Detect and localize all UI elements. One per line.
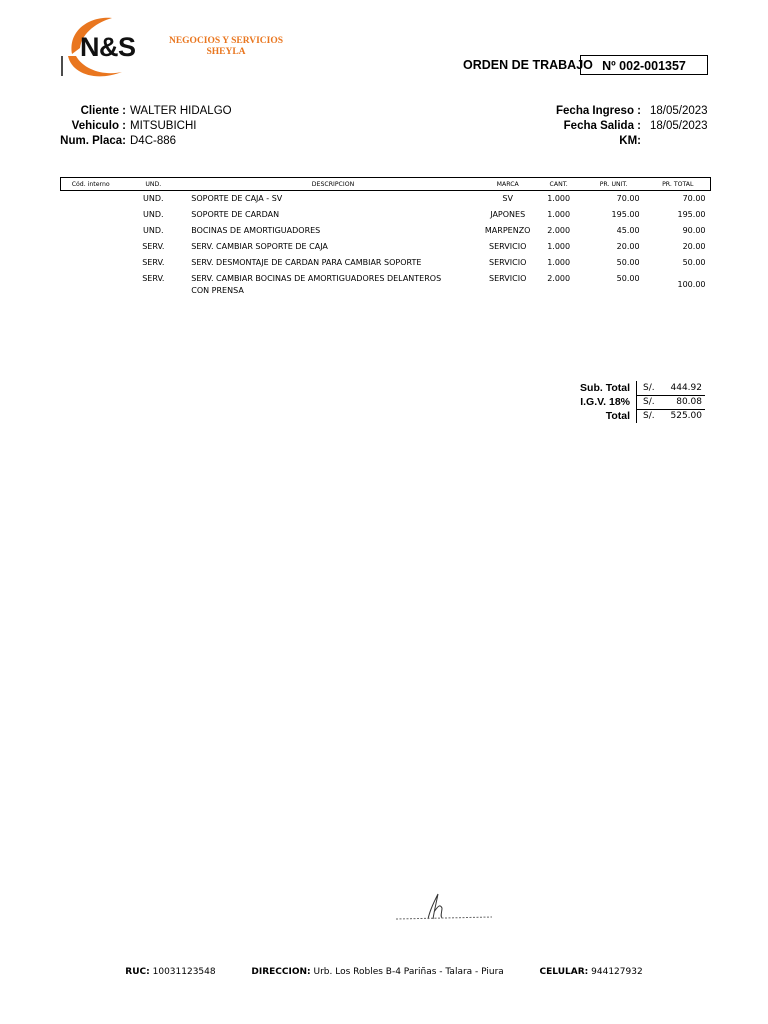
cell-cod [61, 191, 121, 208]
vehiculo-value: MITSUBICHI [130, 120, 197, 132]
signature-icon [376, 884, 494, 924]
cell-descripcion: SOPORTE DE CAJA - SV [191, 194, 283, 203]
company-logo [60, 12, 290, 80]
cell-marca: SERVICIO [489, 242, 527, 251]
table-row [61, 191, 711, 208]
order-number: Nº 002-001357 [580, 55, 708, 75]
cell-descripcion-line1: SERV. CAMBIAR BOCINAS DE AMORTIGUADORES DELANTEROS [191, 274, 442, 283]
totals-block [576, 381, 705, 423]
col-header-pr-total: PR. TOTAL [646, 178, 711, 191]
currency-symbol: S/. [643, 382, 655, 393]
celular-value: 944127932 [591, 967, 643, 977]
cell-und: SERV. [142, 274, 165, 283]
currency-symbol: S/. [643, 411, 655, 421]
cell-descripcion: SERV. DESMONTAJE DE CARDAN PARA CAMBIAR SOPORTE [191, 258, 422, 267]
cell-cant: 1.000 [547, 194, 571, 203]
celular-label: CELULAR: [539, 967, 589, 977]
cell-marca: JAPONES [490, 210, 526, 219]
col-header-cod: Cód. interno [61, 178, 121, 191]
cell-pr-unit: 50.00 [616, 274, 640, 283]
placa-label: Num. Placa: [60, 135, 126, 147]
signature [376, 884, 494, 924]
fecha-ingreso-value: 18/05/2023 [650, 105, 708, 117]
col-header-descripcion: DESCRIPCION [186, 178, 479, 191]
cell-cant: 1.000 [547, 210, 571, 219]
subtotal-row [576, 381, 705, 395]
cell-descripcion: BOCINAS DE AMORTIGUADORES [191, 226, 321, 235]
cell-cod [61, 271, 121, 299]
col-header-und: UND. [120, 178, 186, 191]
ruc-label: RUC: [125, 967, 150, 977]
table-header-row [61, 178, 711, 191]
fecha-salida-label: Fecha Salida : [563, 120, 641, 132]
igv-row [576, 395, 705, 409]
vehiculo-label: Vehiculo : [71, 120, 126, 132]
cell-cod [61, 207, 121, 223]
cell-und: SERV. [142, 242, 165, 251]
cell-und: UND. [143, 226, 164, 235]
igv-value: 80.08 [676, 396, 702, 407]
cell-cant: 1.000 [547, 258, 571, 267]
km-label: KM: [619, 135, 641, 147]
cell-descripcion-line2: CON PRENSA [191, 286, 244, 295]
table-row [61, 223, 711, 239]
cell-marca: MARPENZO [484, 226, 531, 235]
col-header-marca: MARCA [480, 178, 536, 191]
fecha-salida-value: 18/05/2023 [650, 120, 708, 132]
ruc-value: 10031123548 [152, 967, 216, 977]
cell-cod [61, 223, 121, 239]
cell-pr-total: 90.00 [682, 226, 706, 235]
document-title: ORDEN DE TRABAJO [463, 58, 593, 72]
client-info [60, 104, 232, 149]
cell-pr-total: 20.00 [682, 242, 706, 251]
cell-und: UND. [143, 210, 164, 219]
table-row [61, 255, 711, 271]
cell-descripcion: SOPORTE DE CARDAN [191, 210, 280, 219]
table-row [61, 271, 711, 299]
cell-pr-unit: 50.00 [616, 258, 640, 267]
placa-value: D4C-886 [130, 135, 177, 147]
cell-cant: 1.000 [547, 242, 571, 251]
subtotal-value: 444.92 [670, 382, 702, 393]
currency-symbol: S/. [643, 396, 655, 407]
cell-und: UND. [143, 194, 164, 203]
items-table [60, 177, 711, 299]
cliente-label: Cliente : [80, 105, 126, 117]
company-name [164, 36, 288, 58]
cliente-value: WALTER HIDALGO [130, 105, 232, 117]
cell-pr-unit: 45.00 [616, 226, 640, 235]
total-row [576, 409, 705, 423]
cell-pr-total: 100.00 [677, 280, 706, 289]
cell-pr-total: 195.00 [677, 210, 706, 219]
company-name-line1: NEGOCIOS Y SERVICIOS [168, 36, 284, 46]
cell-cant: 2.000 [547, 274, 571, 283]
cell-und: SERV. [142, 258, 165, 267]
logo-initials: N&S [80, 32, 136, 62]
table-row [61, 239, 711, 255]
total-label: Total [605, 410, 630, 422]
dates-info [540, 104, 708, 149]
col-header-cant: CANT. [536, 178, 582, 191]
table-row [61, 207, 711, 223]
direccion-label: DIRECCION: [251, 967, 311, 977]
cell-pr-unit: 70.00 [616, 194, 640, 203]
cell-marca: SERVICIO [489, 274, 527, 283]
igv-label: I.G.V. 18% [580, 396, 630, 408]
total-value: 525.00 [670, 411, 702, 421]
subtotal-label: Sub. Total [580, 382, 630, 394]
cell-pr-total: 50.00 [682, 258, 706, 267]
fecha-ingreso-label: Fecha Ingreso : [556, 105, 641, 117]
cell-cant: 2.000 [547, 226, 571, 235]
col-header-pr-unit: PR. UNIT. [582, 178, 646, 191]
cell-descripcion: SERV. CAMBIAR SOPORTE DE CAJA [191, 242, 328, 251]
cell-pr-unit: 195.00 [611, 210, 640, 219]
footer [0, 967, 768, 977]
cell-cod [61, 255, 121, 271]
cell-pr-unit: 20.00 [616, 242, 640, 251]
cell-marca: SV [502, 194, 513, 203]
cell-descripcion [186, 271, 479, 299]
company-name-line2: SHEYLA [206, 47, 246, 57]
direccion-value: Urb. Los Robles B-4 Pariñas - Talara - Piura [313, 967, 504, 977]
cell-marca: SERVICIO [489, 258, 527, 267]
cell-pr-total: 70.00 [682, 194, 706, 203]
cell-cod [61, 239, 121, 255]
